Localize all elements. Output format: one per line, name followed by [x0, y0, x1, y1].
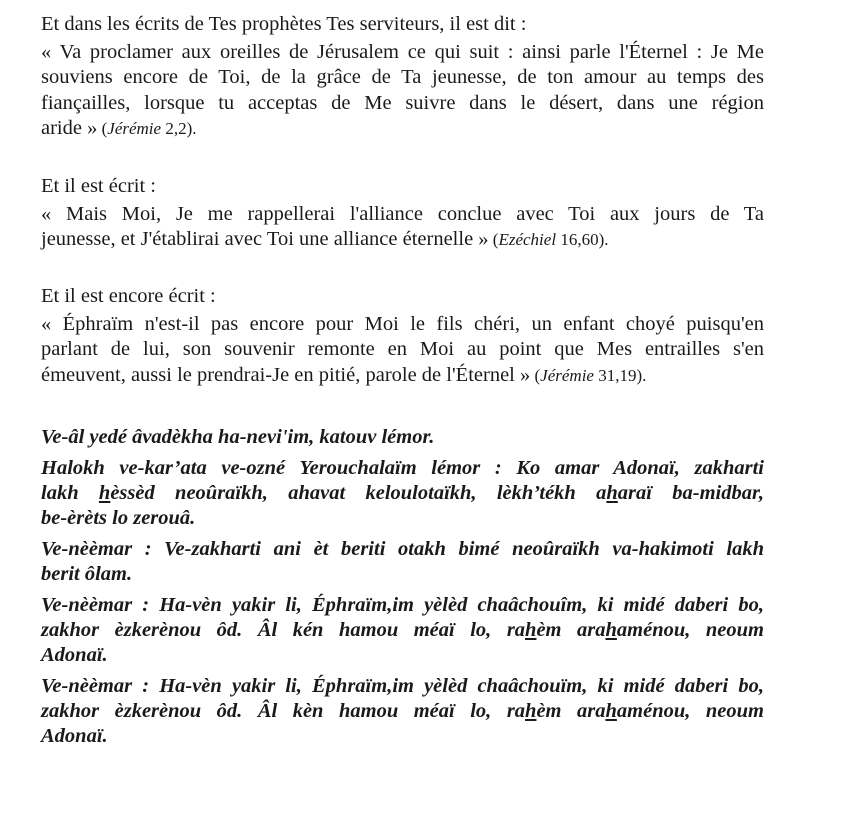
- quote-line: « Éphraïm n'est-il pas encore pour Moi le fils chéri, un enfant choyé puisqu'en: [41, 312, 764, 335]
- translit-text: aménou, neoum: [616, 700, 764, 722]
- citation-verse: 16,60: [560, 230, 599, 249]
- french-paragraph-3: [41, 284, 764, 388]
- translit-paragraph-2: [41, 456, 764, 531]
- underlined-letter: h: [525, 700, 537, 722]
- underlined-letter: h: [605, 619, 617, 641]
- citation-close: ).: [186, 119, 197, 138]
- translit-paragraph-3: [41, 537, 764, 587]
- translit-line: Ve-nèèmar : Ha-vèn yakir li, Éphraïm,im yèlèd chaâchouîm, ki midé daberi bo,: [41, 594, 764, 616]
- citation: [489, 230, 609, 249]
- quote-text: jeunesse, et J'établirai avec Toi une alliance éternelle »: [41, 228, 489, 250]
- quote-last-line: [41, 116, 764, 142]
- quote-line: parlant de lui, son souvenir remonte en Moi au point que Mes entrailles s'en: [41, 338, 764, 360]
- paragraph-intro: Et il est encore écrit :: [41, 285, 216, 307]
- translit-line: [41, 699, 764, 724]
- translit-paragraph-5: [41, 674, 764, 749]
- underlined-letter: h: [605, 700, 617, 722]
- quote-line: souviens encore de Toi, de la grâce de Ta jeunesse, de ton amour au temps des: [41, 66, 764, 88]
- citation-open: (: [488, 230, 499, 249]
- french-paragraph-2: [41, 174, 764, 253]
- translit-line: Ve-nèèmar : Ha-vèn yakir li, Éphraïm,im yèlèd chaâchouïm, ki midé daberi bo,: [41, 675, 764, 697]
- quote-last-line: [41, 227, 764, 253]
- citation: [530, 366, 646, 385]
- translit-text: zakhor èzkerènou ôd. Âl kén hamou méaï lo, ra: [41, 619, 526, 641]
- translit-paragraph-4: [41, 593, 764, 668]
- quote-line: « Va proclamer aux oreilles de Jérusalem ce qui suit : ainsi parle l'Éternel : Je Me: [41, 40, 764, 63]
- underlined-letter: h: [525, 619, 537, 641]
- translit-text: zakhor èzkerènou ôd. Âl kèn hamou méaï lo, ra: [41, 700, 526, 722]
- citation-book: Jérémie: [540, 365, 594, 385]
- quote-line: fiançailles, lorsque tu acceptas de Me suivre dans le désert, dans une région: [41, 91, 764, 114]
- citation-book: Ezéchiel: [498, 230, 557, 249]
- quote-text: émeuvent, aussi le prendrai-Je en pitié, parole de l'Éternel »: [41, 363, 531, 386]
- citation-open: (: [530, 365, 541, 385]
- translit-text: èm ara: [536, 700, 606, 722]
- translit-line: [41, 481, 764, 506]
- paragraph-intro: Et il est écrit :: [41, 175, 156, 197]
- quote-text: aride »: [41, 117, 98, 139]
- french-paragraph-1: [41, 12, 764, 142]
- translit-text: araï ba-midbar,: [617, 482, 764, 504]
- paragraph-intro: Et dans les écrits de Tes prophètes Tes serviteurs, il est dit :: [41, 13, 527, 35]
- translit-line: berit ôlam.: [41, 563, 133, 585]
- translit-line: [41, 618, 764, 643]
- citation-close: ).: [598, 230, 609, 249]
- translit-line: Adonaï.: [41, 644, 108, 666]
- translit-line: Ve-nèèmar : Ve-zakharti ani èt beriti otakh bimé neoûraïkh va-hakimoti lakh: [41, 538, 764, 560]
- citation-verse: 2,2: [165, 119, 187, 138]
- translit-line: Adonaï.: [41, 725, 108, 747]
- transliteration-section: [41, 425, 764, 749]
- citation-verse: 31,19: [598, 365, 637, 385]
- underlined-letter: h: [98, 482, 111, 504]
- translit-line: be-èrèts lo zerouâ.: [41, 507, 196, 529]
- quote-last-line: [41, 363, 764, 389]
- translit-text: aménou, neoum: [616, 619, 764, 641]
- quote-line: « Mais Moi, Je me rappellerai l'alliance conclue avec Toi aux jours de Ta: [41, 202, 764, 225]
- translit-text: èssèd neoûraïkh, ahavat keloulotaïkh, lèkh’tékh a: [110, 482, 607, 504]
- citation: [97, 119, 196, 138]
- citation-book: Jérémie: [107, 119, 162, 138]
- translit-paragraph-1: Ve-âl yedé âvadèkha ha-nevi'im, katouv lémor.: [41, 426, 435, 448]
- translit-text: èm ara: [536, 619, 606, 641]
- translit-line: Halokh ve-kar’ata ve-ozné Yerouchalaïm lémor : Ko amar Adonaï, zakharti: [41, 457, 764, 479]
- underlined-letter: h: [606, 482, 618, 504]
- translit-text: lakh: [41, 482, 99, 504]
- citation-open: (: [97, 119, 108, 138]
- citation-close: ).: [636, 365, 647, 385]
